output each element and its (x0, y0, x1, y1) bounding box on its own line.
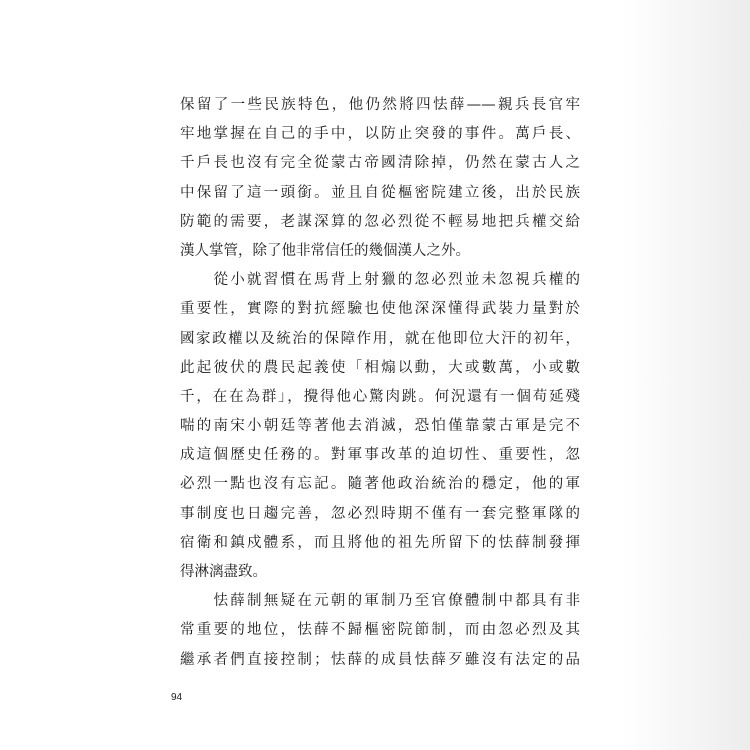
text-line: 常重要的地位，怯薛不歸樞密院節制，而由忽必烈及其 (180, 622, 580, 639)
text-line: 此起彼伏的農民起義使「相煽以動，大或數萬，小或數 (180, 359, 580, 376)
text-line: 得淋漓盡致。 (180, 564, 267, 580)
text-line: 事制度也日趨完善，忽必烈時期不僅有一套完整軍隊的 (180, 505, 580, 522)
text-line: 重要性，實際的對抗經驗也使他深深懂得武裝力量對於 (180, 301, 580, 318)
text-line: 必烈一點也沒有忘記。隨著他政治統治的穩定，他的軍 (180, 476, 580, 493)
body-text (180, 91, 580, 675)
page-number: 94 (171, 692, 183, 703)
text-line: 國家政權以及統治的保障作用，就在他即位大汗的初年， (180, 330, 580, 347)
text-line: 繼承者們直接控制；怯薛的成員怯薛歹雖沒有法定的品 (180, 651, 580, 668)
text-line: 成這個歷史任務的。對軍事改革的迫切性、重要性，忽 (180, 447, 580, 464)
page-edge-shadow (622, 0, 750, 750)
text-line: 中保留了這一頭銜。並且自從樞密院建立後，出於民族 (180, 184, 580, 201)
text-line: 怯薛制無疑在元朝的軍制乃至官僚體制中都具有非 (180, 593, 580, 610)
text-line: 漢人掌管，除了他非常信任的幾個漢人之外。 (180, 242, 470, 259)
text-line: 從小就習慣在馬背上射獵的忽必烈並未忽視兵權的 (180, 272, 580, 289)
text-line: 千戶長也沒有完全從蒙古帝國清除掉，仍然在蒙古人之 (180, 155, 580, 172)
text-line: 牢地掌握在自己的手中，以防止突發的事件。萬戶長、 (180, 126, 580, 143)
text-line: 宿衛和鎮戍體系，而且將他的祖先所留下的怯薛制發揮 (180, 534, 580, 551)
text-line: 保留了一些民族特色，他仍然將四怯薛——親兵長官牢 (180, 97, 580, 113)
text-line: 防範的需要，老謀深算的忽必烈從不輕易地把兵權交給 (180, 213, 580, 230)
text-line: 喘的南宋小朝廷等著他去消滅，恐怕僅靠蒙古軍是完不 (180, 418, 580, 435)
text-line: 千，在在為群」，攪得他心驚肉跳。何況還有一個苟延殘 (180, 388, 580, 405)
